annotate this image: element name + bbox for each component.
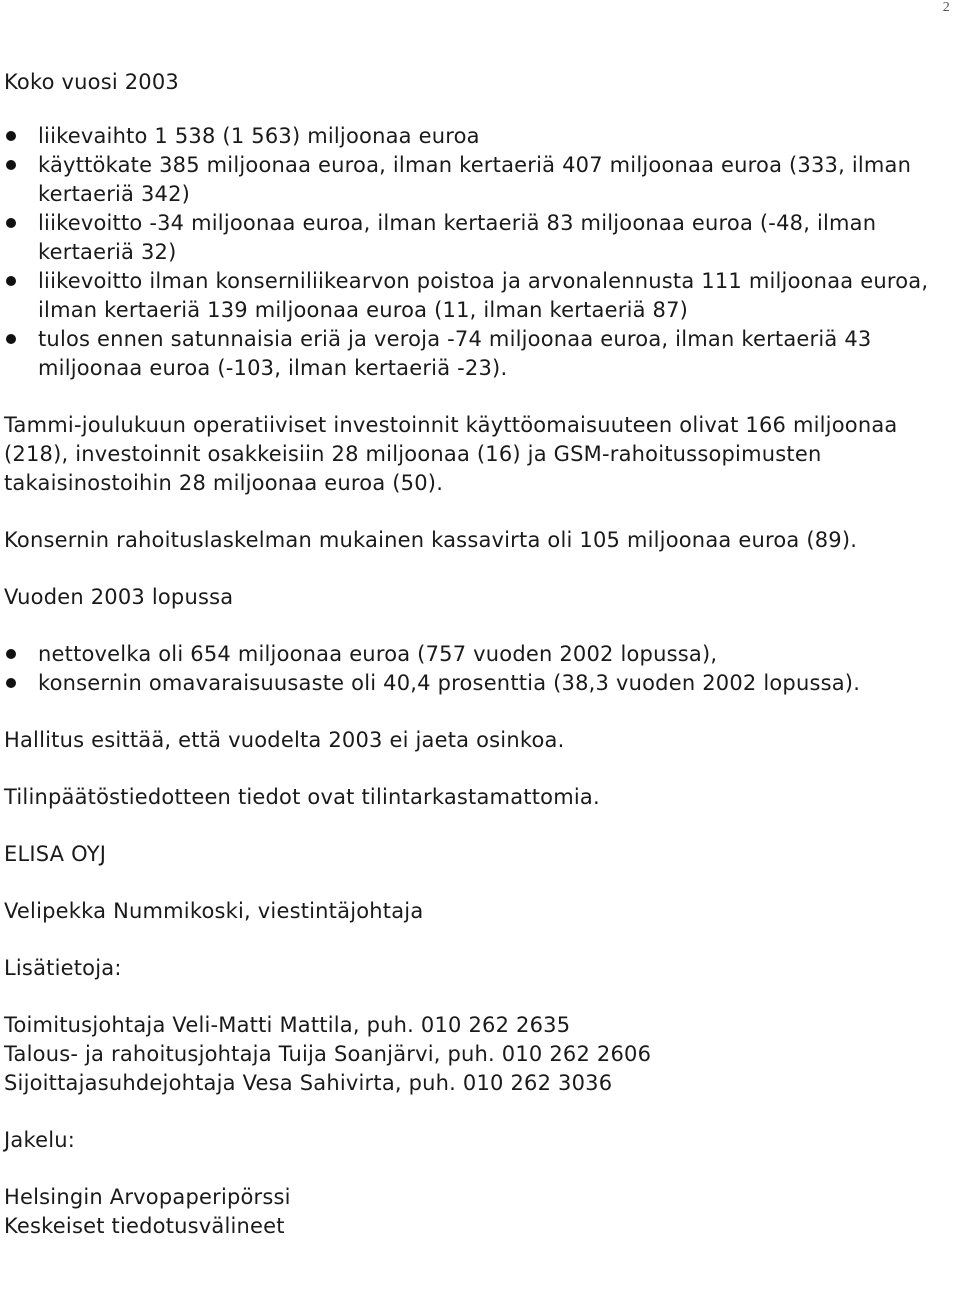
list-item-text: nettovelka oli 654 miljoonaa euroa (757 vuoden 2002 lopussa), [38,642,718,666]
distribution-list [4,1183,954,1241]
distribution-label: Jakelu: [4,1128,76,1152]
list-item-text: tulos ennen satunnaisia eriä ja veroja -74 miljoonaa euroa, ilman kertaeriä 43 miljoonaa euroa (-103, ilman kertaeriä -23). [38,327,872,380]
list-item-text: liikevoitto -34 miljoonaa euroa, ilman kertaeriä 83 miljoonaa euroa (-48, ilman kertaeriä 32) [38,211,877,264]
bullet-icon [6,160,16,170]
signatory: Velipekka Nummikoski, viestintäjohtaja [4,899,424,923]
bullet-icon [6,334,16,344]
bullet-icon [6,649,16,659]
bullet-icon [6,218,16,228]
contact-line: Toimitusjohtaja Veli-Matti Mattila, puh. 010 262 2635 [4,1013,571,1037]
contact-list [4,1011,954,1098]
list-item [4,209,954,267]
distribution-line: Helsingin Arvopaperipörssi [4,1185,291,1209]
more-info-label: Lisätietoja: [4,956,122,980]
year-heading: Koko vuosi 2003 [4,70,179,94]
company-name: ELISA OYJ [4,842,107,866]
list-item-text: konsernin omavaraisuusaste oli 40,4 prosenttia (38,3 vuoden 2002 lopussa). [38,671,861,695]
year-end-list [4,640,954,698]
list-item [4,669,954,698]
dividend-statement: Hallitus esittää, että vuodelta 2003 ei jaeta osinkoa. [4,728,565,752]
audit-statement: Tilinpäätöstiedotteen tiedot ovat tilintarkastamattomia. [4,785,600,809]
year-results-list [4,122,954,383]
list-item [4,325,954,383]
list-item-text: liikevaihto 1 538 (1 563) miljoonaa euroa [38,124,480,148]
contact-line: Talous- ja rahoitusjohtaja Tuija Soanjärvi, puh. 010 262 2606 [4,1042,652,1066]
contact-line: Sijoittajasuhdejohtaja Vesa Sahivirta, puh. 010 262 3036 [4,1071,613,1095]
document-body [4,68,954,1241]
list-item [4,640,954,669]
bullet-icon [6,678,16,688]
list-item [4,122,954,151]
investments-paragraph: Tammi-joulukuun operatiiviset investoinnit käyttöomaisuuteen olivat 166 miljoonaa (218), investoinnit osakkeisiin 28 miljoonaa (16) ja GSM-rahoitussopimusten takaisinostoihin 28 miljoonaa euroa (50). [4,413,898,495]
list-item-text: liikevoitto ilman konserniliikearvon poistoa ja arvonalennusta 111 miljoonaa euroa, ilman kertaeriä 139 miljoonaa euroa (11, ilman kertaeriä 87) [38,269,929,322]
list-item [4,151,954,209]
list-item [4,267,954,325]
distribution-line: Keskeiset tiedotusvälineet [4,1214,285,1238]
bullet-icon [6,276,16,286]
bullet-icon [6,131,16,141]
page-number: 2 [942,0,950,15]
cashflow-paragraph: Konsernin rahoituslaskelman mukainen kassavirta oli 105 miljoonaa euroa (89). [4,528,858,552]
year-end-heading: Vuoden 2003 lopussa [4,585,234,609]
list-item-text: käyttökate 385 miljoonaa euroa, ilman kertaeriä 407 miljoonaa euroa (333, ilman kertaeriä 342) [38,153,912,206]
